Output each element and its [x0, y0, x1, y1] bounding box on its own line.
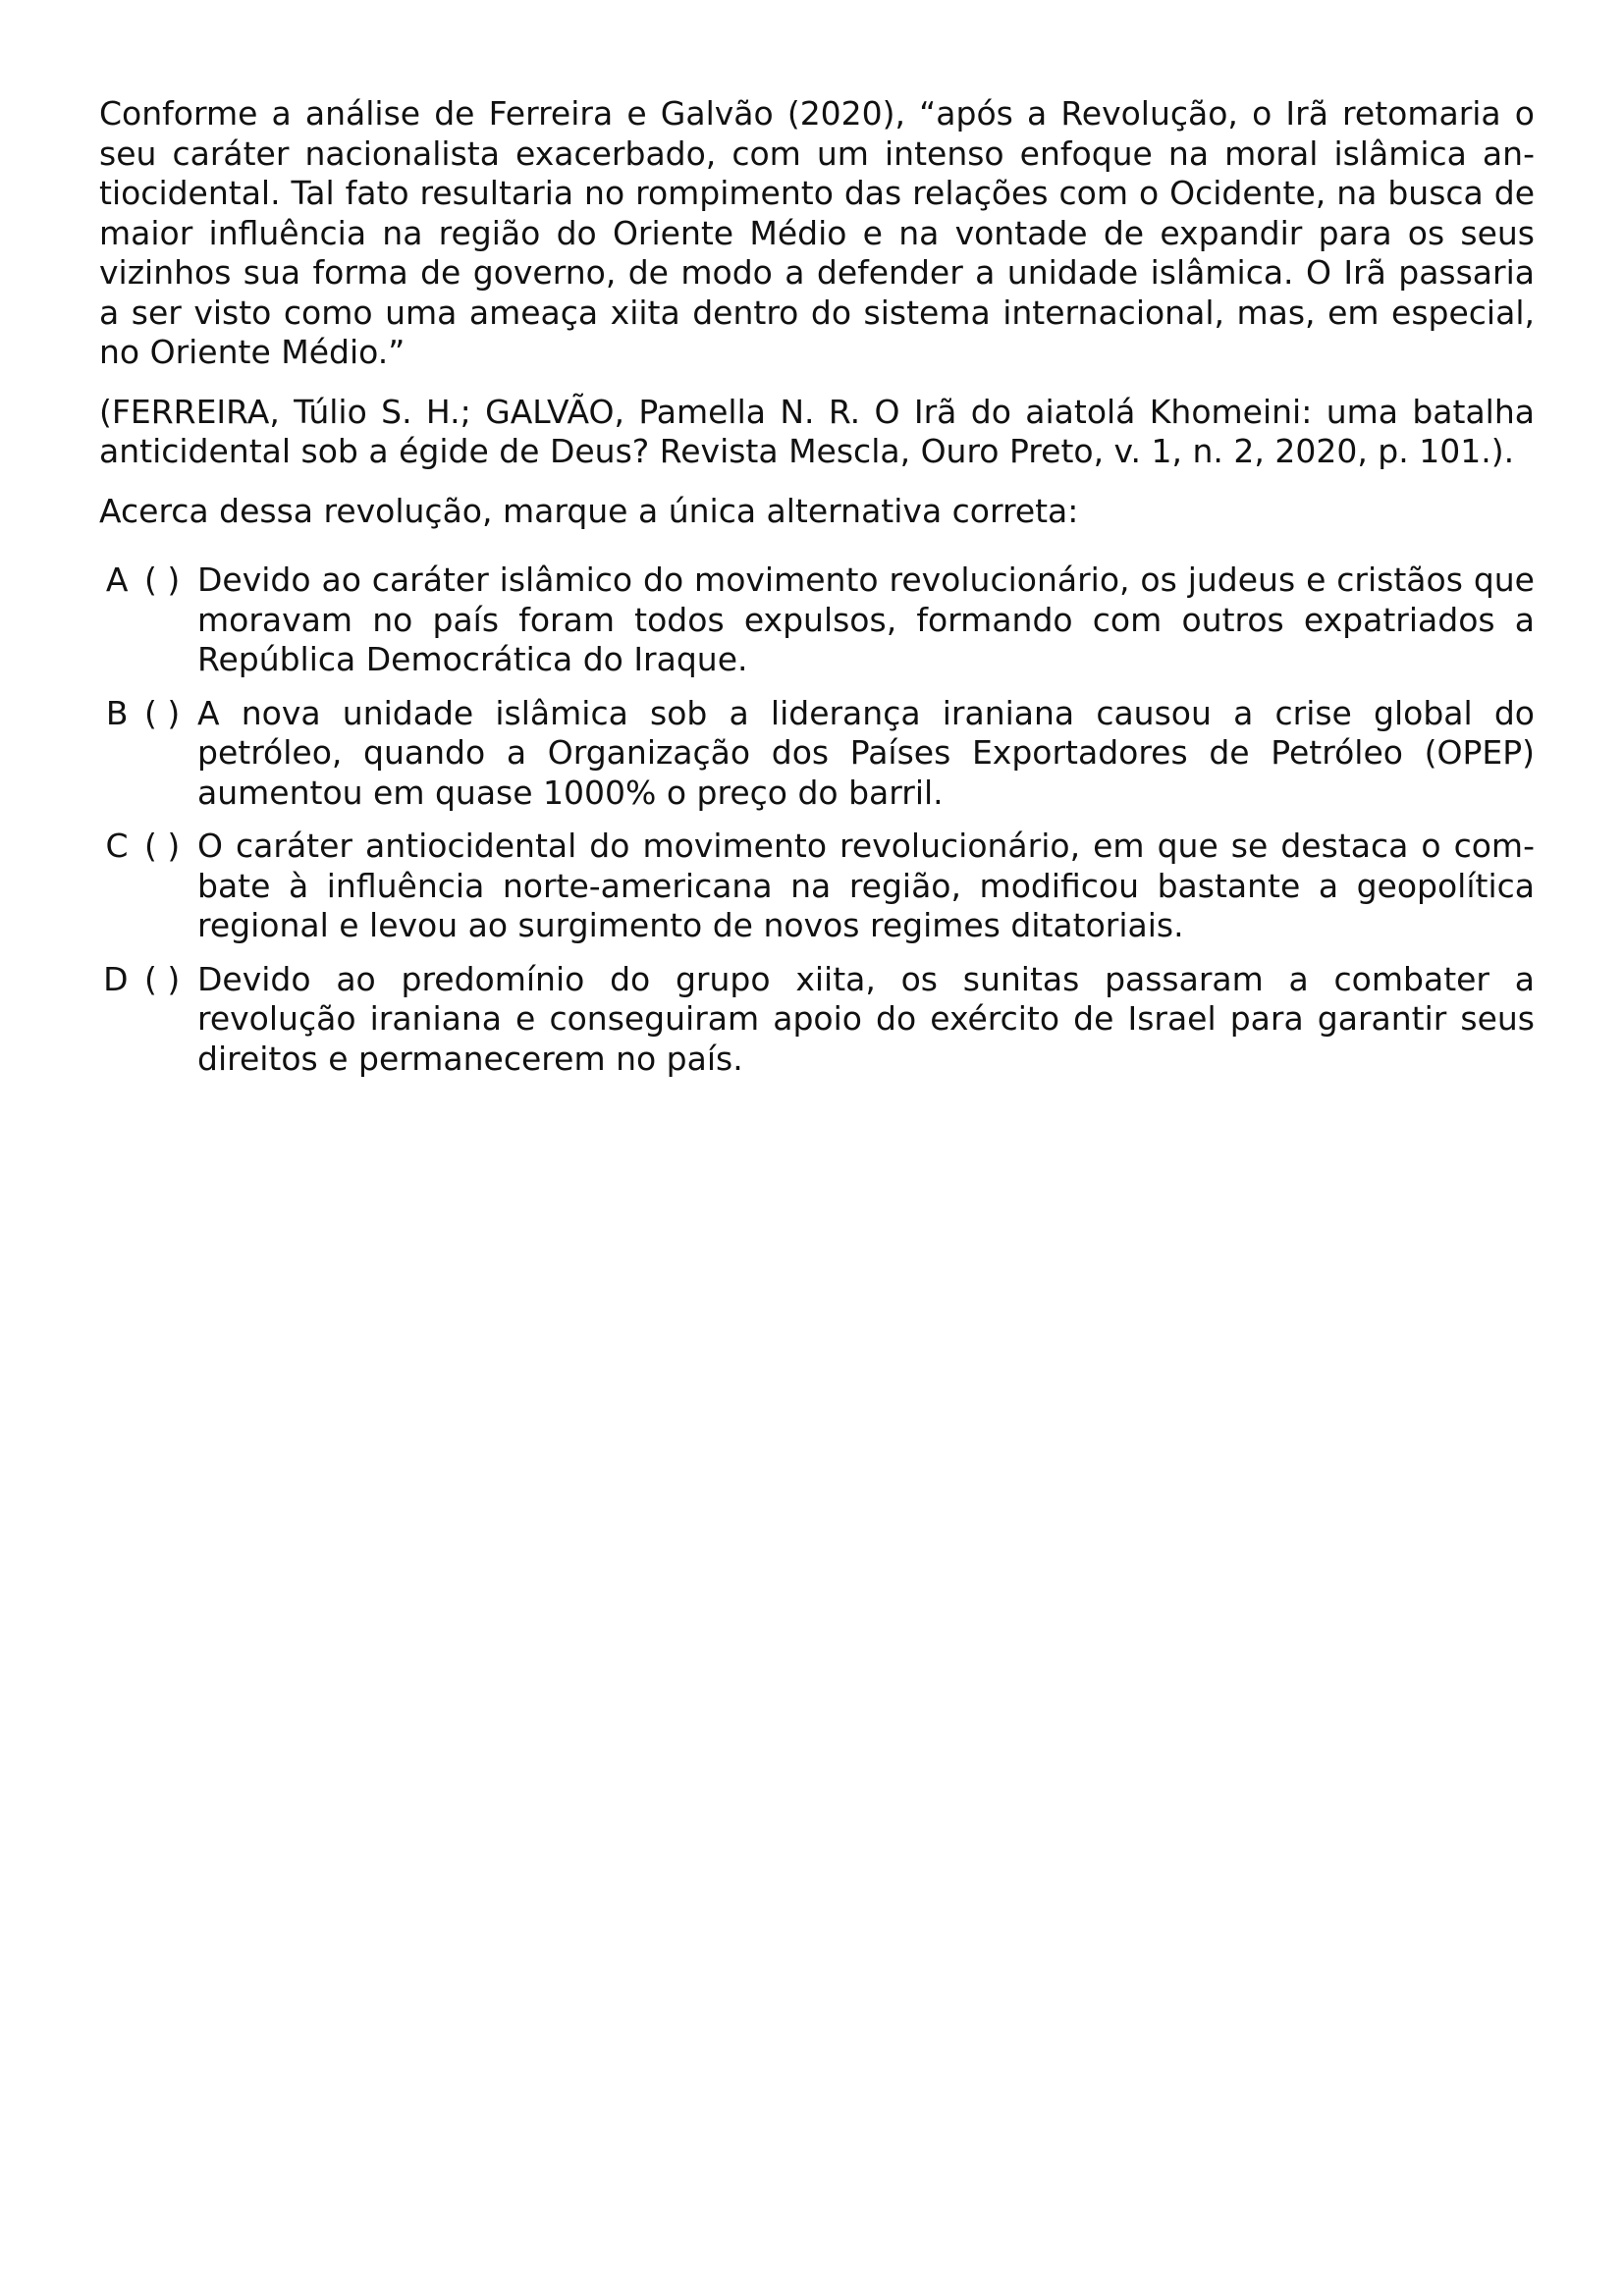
option-b [99, 694, 1535, 814]
option-c-checkbox[interactable]: ( ) [144, 827, 181, 865]
option-b-letter: B [105, 693, 129, 732]
option-d-text: Devido ao predomínio do grupo xiita, os sunitas passaram a combater a revolução iraniana e conseguiram apoio do exército de Israel para garantir seus direitos e permanecerem no país. [197, 959, 1535, 1078]
option-d-checkbox[interactable]: ( ) [144, 959, 181, 998]
option-a-marker [99, 561, 197, 601]
option-c-marker [99, 827, 197, 867]
option-a-checkbox[interactable]: ( ) [144, 561, 181, 599]
options-list [99, 561, 1535, 1079]
citation-paragraph: (FERREIRA, Túlio S. H.; GALVÃO, Pamella N. R. O Irã do aiatolá Khomeini: uma batalha anticidental sob a égide de Deus? Revista Mescla, Ouro Preto, v. 1, n. 2, 2020, p. 101.). [99, 392, 1535, 470]
option-b-text: A nova unidade islâmica sob a liderança iraniana causou a crise global do petróleo, quando a Organização dos Países Exportadores de Petróleo (OPEP) aumentou em quase 1000% o preço do barril. [197, 693, 1535, 812]
option-b-marker [99, 694, 197, 734]
option-d-marker [99, 960, 197, 1000]
option-c [99, 827, 1535, 946]
quote-paragraph: Conforme a análise de Ferreira e Galvão (2020), “após a Revolução, o Irã retomaria o seu caráter nacionalista exacerbado, com um intenso enfoque na moral islâmica antiocidental. Tal fato resultaria no rompimento das relações com o Ocidente, na busca de maior influência na região do Oriente Médio e na vontade de expandir para os seus vizinhos sua forma de governo, de modo a defender a unidade islâmica. O Irã passaria a ser visto como uma ameaça xiita dentro do sistema internacional, mas, em especial, no Oriente Médio.” [99, 94, 1535, 371]
question-prompt: Acerca dessa revolução, marque a única alternativa correta: [99, 491, 1079, 530]
option-b-checkbox[interactable]: ( ) [144, 693, 181, 732]
option-d-letter: D [103, 959, 129, 998]
option-a-text: Devido ao caráter islâmico do movimento revolucionário, os judeus e cristãos que moravam no país foram todos expulsos, formando com outros expatriados a República Democrática do Iraque. [197, 561, 1535, 678]
question-page [99, 94, 1535, 1093]
option-a-letter: A [105, 561, 129, 599]
option-d [99, 960, 1535, 1080]
option-c-letter: C [105, 827, 129, 865]
option-c-text: O caráter antiocidental do movimento revolucionário, em que se destaca o combate à influência norte-americana na região, modificou bastante a geopolítica regional e levou ao surgimento de novos regimes ditatoriais. [197, 827, 1535, 944]
option-a [99, 561, 1535, 680]
